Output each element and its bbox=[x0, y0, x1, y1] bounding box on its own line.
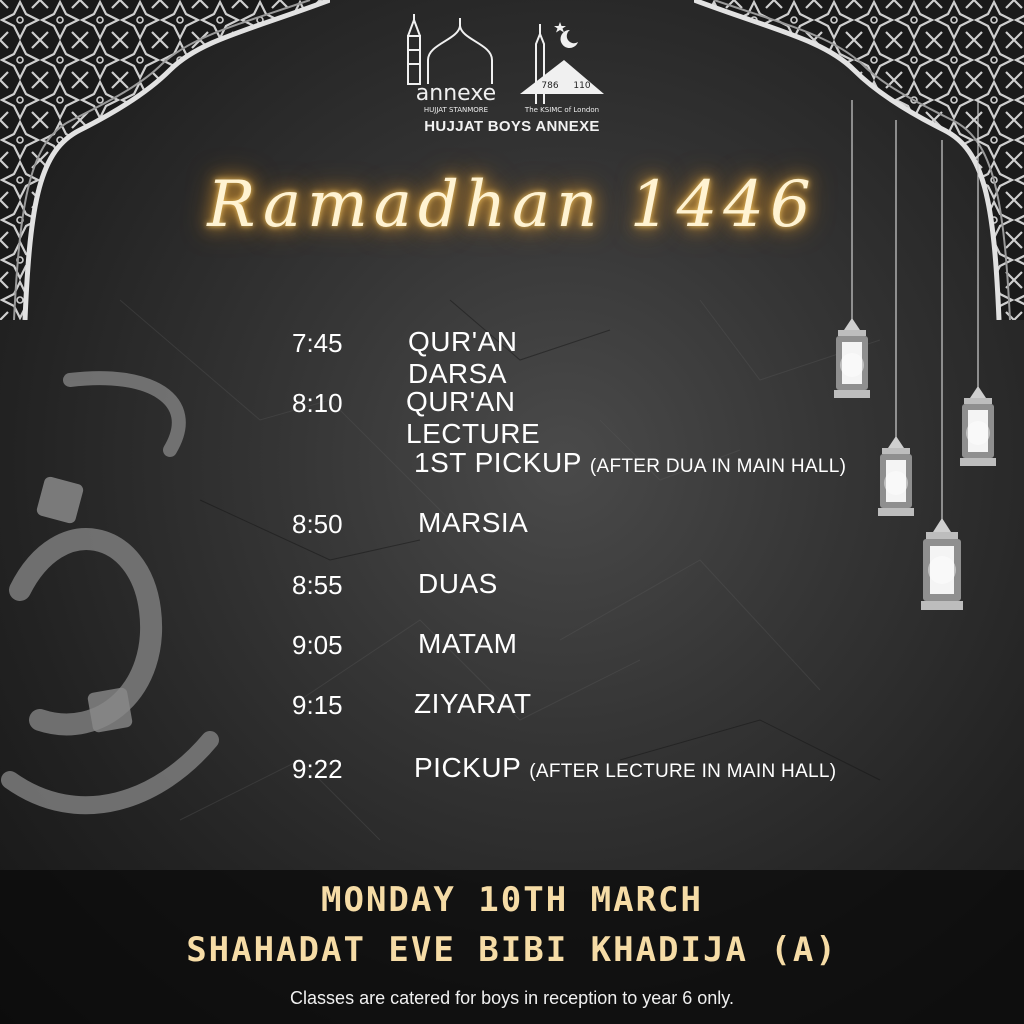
ksimc-caption: The KSIMC of London bbox=[524, 106, 600, 114]
ksimc-year: 786 bbox=[541, 81, 559, 91]
schedule-event-with-note bbox=[414, 447, 846, 479]
schedule-event-label: PICKUP bbox=[414, 752, 522, 783]
schedule-note: (AFTER LECTURE IN MAIN HALL) bbox=[529, 761, 837, 782]
annexe-logo bbox=[400, 14, 512, 118]
schedule-event: ZIYARAT bbox=[414, 688, 532, 719]
arabic-calligraphy-decoration bbox=[0, 360, 240, 860]
ksimc-logo bbox=[514, 14, 610, 118]
event-date: MONDAY 10TH MARCH bbox=[321, 880, 703, 920]
occasion-title: SHAHADAT EVE BIBI KHADIJA (A) bbox=[186, 930, 838, 970]
schedule-event: MARSIA bbox=[418, 507, 529, 538]
annexe-caption: HUJJAT STANMORE bbox=[423, 106, 489, 114]
schedule-event: QUR'AN DARSA bbox=[408, 326, 518, 389]
schedule-time: 8:55 bbox=[292, 570, 343, 600]
schedule-event: MATAM bbox=[418, 628, 518, 659]
minaret-crescent-icon bbox=[514, 14, 610, 106]
annexe-wordmark: annexe bbox=[415, 81, 497, 106]
schedule-time: 9:15 bbox=[292, 690, 343, 720]
schedule-time: 7:45 bbox=[292, 328, 343, 358]
schedule-event: QUR'AN LECTURE bbox=[406, 386, 541, 449]
schedule-note: (AFTER DUA IN MAIN HALL) bbox=[589, 456, 847, 477]
hanging-lantern-icon bbox=[912, 140, 972, 620]
schedule-event-label: 1ST PICKUP bbox=[414, 447, 582, 478]
eligibility-note: Classes are catered for boys in reception to year 6 only. bbox=[290, 988, 734, 1008]
schedule-event: DUAS bbox=[418, 568, 498, 599]
schedule-time: 9:05 bbox=[292, 630, 343, 660]
lattice-ornament-left bbox=[0, 0, 330, 320]
schedule-event-with-note bbox=[414, 752, 836, 784]
schedule-time: 9:22 bbox=[292, 754, 343, 784]
ksimc-number: 110 bbox=[573, 81, 591, 91]
poster-title: Ramadhan 1446 bbox=[207, 168, 817, 242]
organisation-name: HUJJAT BOYS ANNEXE bbox=[424, 118, 600, 135]
schedule-time: 8:50 bbox=[292, 509, 343, 539]
schedule-time: 8:10 bbox=[292, 388, 343, 418]
mosque-icon bbox=[400, 14, 512, 106]
